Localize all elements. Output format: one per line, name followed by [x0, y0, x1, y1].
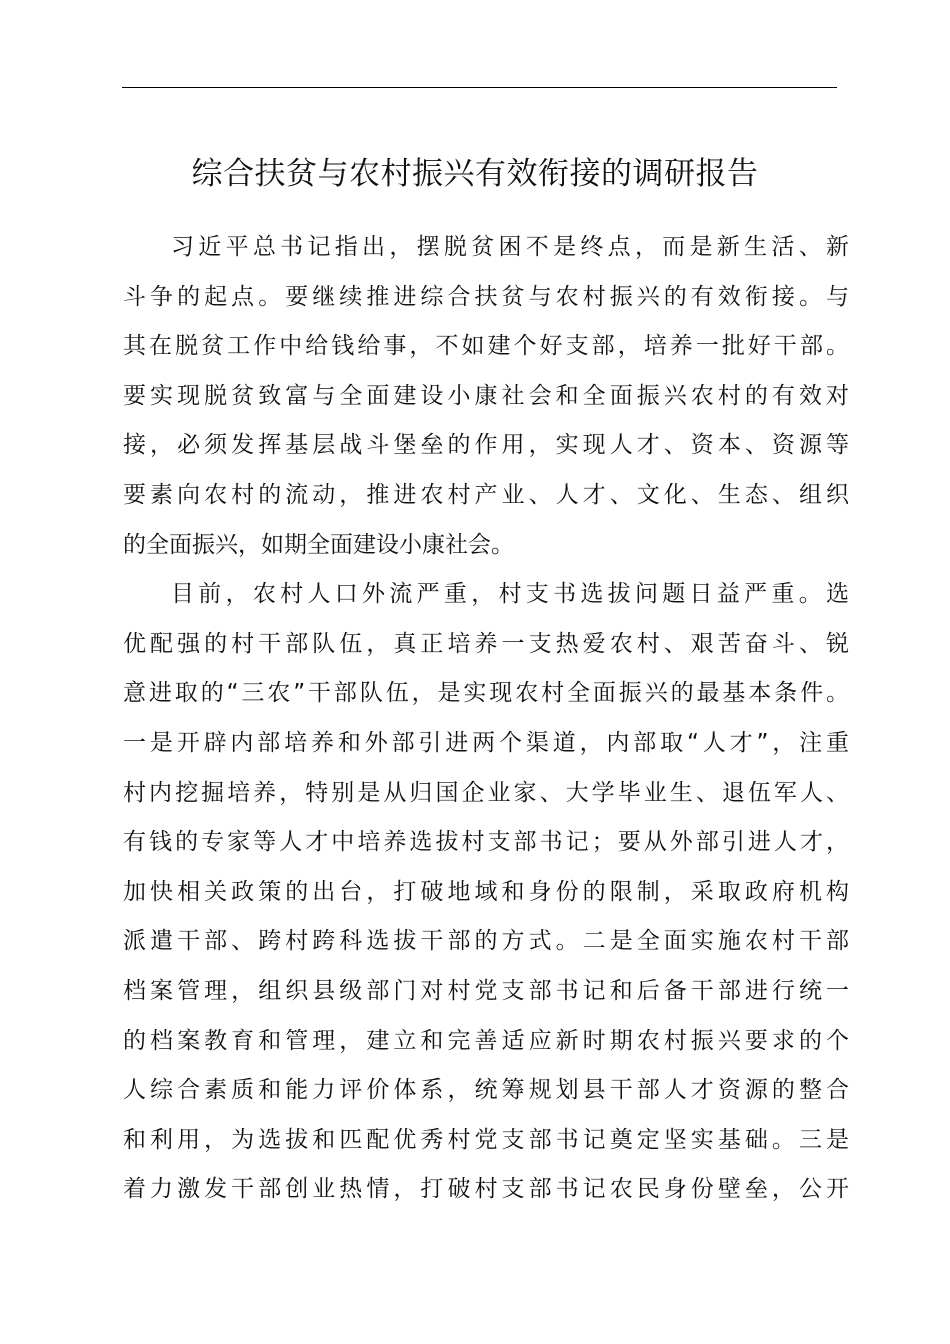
document-body	[123, 223, 849, 1215]
paragraph-1-line-3: 其在脱贫工作中给钱给事，不如建个好支部，培养一批好干部。	[123, 333, 849, 360]
paragraph-2-line-3: 意进取的“三农”干部队伍，是实现农村全面振兴的最基本条件。	[123, 680, 849, 707]
paragraph-2-line-10: 的档案教育和管理，建立和完善适应新时期农村振兴要求的个	[123, 1027, 849, 1054]
paragraph-1-line-6: 要素向农村的流动，推进农村产业、人才、文化、生态、组织	[123, 481, 849, 508]
paragraph-2-line-8: 派遣干部、跨村跨科选拔干部的方式。二是全面实施农村干部	[123, 928, 849, 955]
paragraph-2-line-4: 一是开辟内部培养和外部引进两个渠道，内部取“人才”，注重	[123, 729, 849, 756]
paragraph-2-line-11: 人综合素质和能力评价体系，统筹规划县干部人才资源的整合	[123, 1077, 849, 1104]
paragraph-2-line-12: 和利用，为选拔和匹配优秀村党支部书记奠定坚实基础。三是	[123, 1126, 849, 1153]
document-title: 综合扶贫与农村振兴有效衔接的调研报告	[191, 156, 759, 192]
paragraph-2-line-5: 村内挖掘培养，特别是从归国企业家、大学毕业生、退伍军人、	[123, 779, 849, 806]
paragraph-1-line-2: 斗争的起点。要继续推进综合扶贫与农村振兴的有效衔接。与	[123, 283, 849, 310]
header-rule	[122, 87, 837, 88]
paragraph-2-line-6: 有钱的专家等人才中培养选拔村支部书记；要从外部引进人才，	[123, 829, 849, 856]
paragraph-1-line-1: 习近平总书记指出，摆脱贫困不是终点，而是新生活、新	[171, 234, 849, 260]
paragraph-2-line-9: 档案管理，组织县级部门对村党支部书记和后备干部进行统一	[123, 977, 849, 1004]
paragraph-2-line-1: 目前，农村人口外流严重，村支书选拔问题日益严重。选	[171, 581, 849, 608]
paragraph-1-line-5: 接，必须发挥基层战斗堡垒的作用，实现人才、资本、资源等	[123, 432, 849, 459]
paragraph-1-line-7: 的全面振兴，如期全面建设小康社会。	[123, 531, 514, 558]
paragraph-2-line-13: 着力激发干部创业热情，打破村支部书记农民身份壁垒，公开	[123, 1176, 849, 1203]
paragraph-2-line-7: 加快相关政策的出台，打破地域和身份的限制，采取政府机构	[123, 878, 849, 905]
paragraph-2-line-2: 优配强的村干部队伍，真正培养一支热爱农村、艰苦奋斗、锐	[123, 630, 849, 657]
paragraph-1-line-4: 要实现脱贫致富与全面建设小康社会和全面振兴农村的有效对	[123, 382, 849, 409]
